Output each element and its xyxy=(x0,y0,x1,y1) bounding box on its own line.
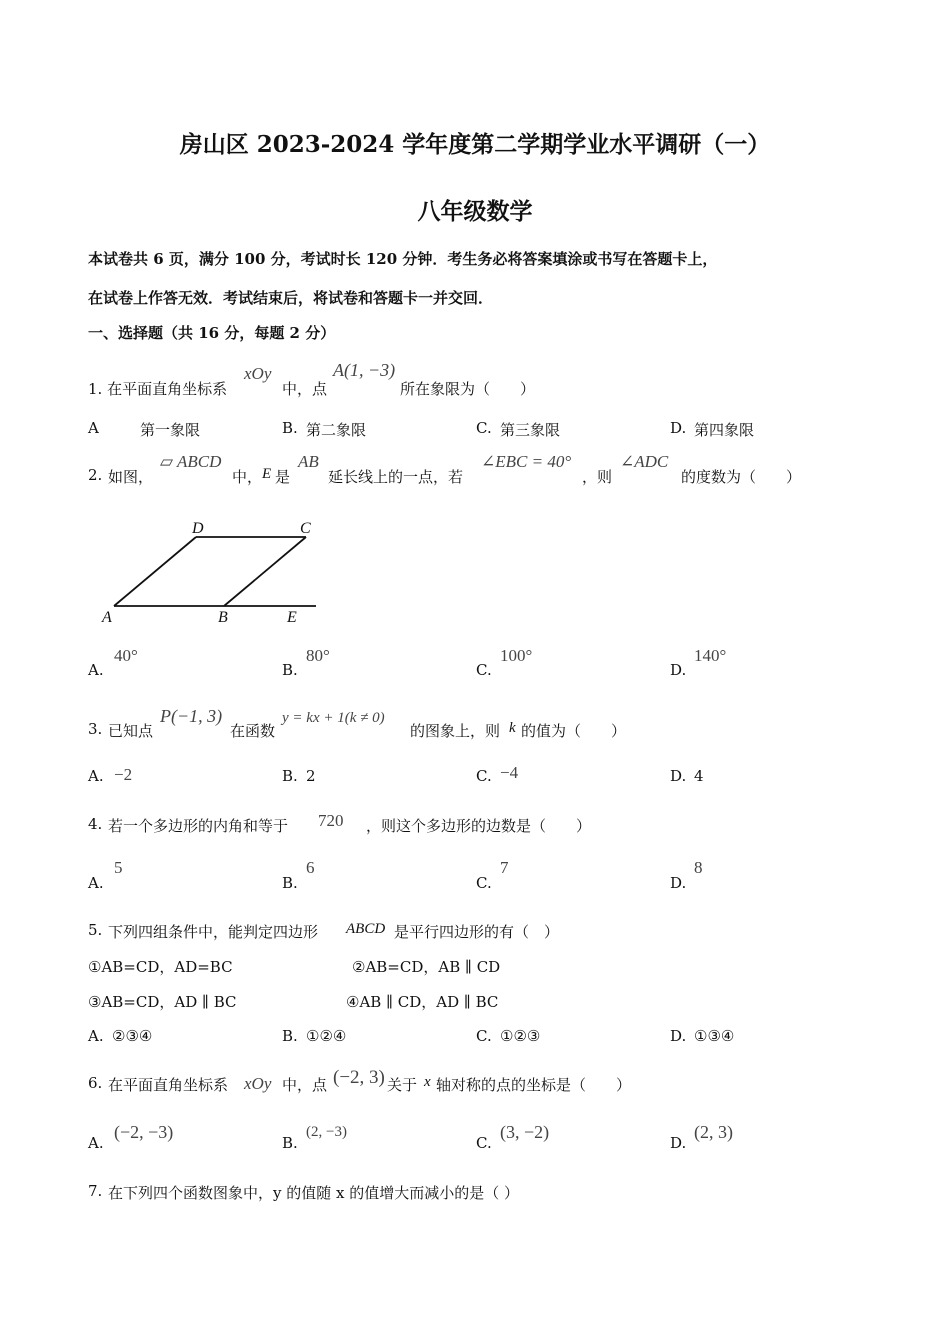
q2-target-angle: ∠ADC xyxy=(620,452,669,471)
q3-option-b: 2 xyxy=(306,767,316,785)
q2-point-e: E xyxy=(262,466,272,482)
q2-segment: AB xyxy=(298,452,319,471)
q2-number: 2. xyxy=(88,466,103,484)
q1-option-b: 第二象限 xyxy=(306,421,367,439)
figure-label-d: D xyxy=(192,520,204,537)
q5-text-post: 是平行四边形的有（ ） xyxy=(394,923,560,941)
q6-point: (−2, 3) xyxy=(333,1067,385,1088)
q3-number: 3. xyxy=(88,720,103,738)
q2-text-mid1: 中， xyxy=(232,468,263,486)
q5-shape: ABCD xyxy=(346,921,386,937)
q6-option-a: (−2, −3) xyxy=(114,1122,174,1142)
q5-option-c: ①②③ xyxy=(500,1027,541,1045)
figure-line-cb xyxy=(224,537,306,606)
q2-text-mid3: 延长线上的一点，若 xyxy=(328,468,464,486)
q2-option-d-label: D. xyxy=(670,661,687,679)
q5-text-pre: 下列四组条件中，能判定四边形 xyxy=(108,923,319,941)
q5-option-b: ①②④ xyxy=(306,1027,347,1045)
q6-coord-system: xOy xyxy=(244,1074,272,1093)
q5-option-a-label: A. xyxy=(88,1027,104,1045)
q3-option-a: −2 xyxy=(114,765,133,784)
q3-text-mid: 在函数 xyxy=(230,722,276,740)
q1-option-d: 第四象限 xyxy=(694,421,755,439)
q4-option-a: 5 xyxy=(114,858,123,877)
intro-line-1: 本试卷共 6 页，满分 100 分，考试时长 120 分钟．考生务必将答案填涂或书写在答题卡上， xyxy=(88,250,718,268)
q3-option-c-label: C. xyxy=(476,767,492,785)
q5-condition-2: ②AB=CD，AB ∥ CD xyxy=(352,958,501,976)
q5-number: 5. xyxy=(88,921,103,939)
q5-condition-3: ③AB=CD，AD ∥ BC xyxy=(88,993,237,1011)
q1-text-mid: 中，点 xyxy=(282,380,328,398)
q3-option-c: −4 xyxy=(500,763,519,782)
q1-coord-system: xOy xyxy=(244,364,272,383)
q2-text-pre: 如图， xyxy=(108,468,154,486)
q4-option-a-label: A. xyxy=(88,874,104,892)
q5-option-d-label: D. xyxy=(670,1027,687,1045)
q4-option-b-label: B. xyxy=(282,874,298,892)
q5-option-a: ②③④ xyxy=(112,1027,153,1045)
q6-text-mid2: 关于 xyxy=(387,1076,418,1094)
q5-option-d: ①③④ xyxy=(694,1027,735,1045)
q5-condition-1: ①AB=CD，AD=BC xyxy=(88,958,233,976)
q4-option-c-label: C. xyxy=(476,874,492,892)
q4-option-d: 8 xyxy=(694,858,703,877)
q1-option-c-label: C. xyxy=(476,419,492,437)
figure-line-ad xyxy=(114,537,196,606)
q3-variable-k: k xyxy=(509,720,516,736)
q3-point: P(−1, 3) xyxy=(160,706,223,726)
q1-option-b-label: B. xyxy=(282,419,298,437)
q2-text-mid4: ，则 xyxy=(582,468,613,486)
q2-option-a-label: A. xyxy=(88,661,104,679)
q1-text-pre: 在平面直角坐标系 xyxy=(107,380,228,398)
page-subtitle: 八年级数学 xyxy=(417,198,533,225)
q4-number: 4. xyxy=(88,815,103,833)
q5-option-c-label: C. xyxy=(476,1027,492,1045)
q1-option-a-label: A xyxy=(88,419,99,437)
q6-text-post: 轴对称的点的坐标是（ ） xyxy=(436,1076,632,1094)
q3-text-post: 的值为（ ） xyxy=(521,722,627,740)
q6-option-c: (3, −2) xyxy=(500,1122,550,1142)
q2-text-post: 的度数为（ ） xyxy=(681,468,802,486)
q6-option-a-label: A. xyxy=(88,1134,104,1152)
q2-option-b: 80° xyxy=(306,646,330,665)
section-heading: 一、选择题（共 16 分，每题 2 分） xyxy=(88,324,336,342)
q2-option-d: 140° xyxy=(694,646,727,665)
q3-option-d-label: D. xyxy=(670,767,687,785)
q6-option-c-label: C. xyxy=(476,1134,492,1152)
q4-option-c: 7 xyxy=(500,858,509,877)
q1-number: 1. xyxy=(88,380,103,398)
q4-text-pre: 若一个多边形的内角和等于 xyxy=(108,817,289,835)
q5-option-b-label: B. xyxy=(282,1027,298,1045)
q1-option-a: 第一象限 xyxy=(140,421,201,439)
q6-text-mid: 中，点 xyxy=(282,1076,328,1094)
q2-condition: ∠EBC = 40° xyxy=(481,452,572,471)
q6-text-pre: 在平面直角坐标系 xyxy=(108,1076,229,1094)
q7-text: 在下列四个函数图象中，y 的值随 x 的值增大而减小的是（ ） xyxy=(108,1184,520,1202)
q3-text-mid2: 的图象上，则 xyxy=(410,722,501,740)
q3-option-a-label: A. xyxy=(88,767,104,785)
q3-text-pre: 已知点 xyxy=(108,722,154,740)
q2-option-c-label: C. xyxy=(476,661,492,679)
q6-option-d: (2, 3) xyxy=(694,1122,733,1142)
q1-text-post: 所在象限为（ ） xyxy=(400,380,536,398)
q6-option-b: (2, −3) xyxy=(306,1124,347,1140)
figure-label-b: B xyxy=(218,609,228,626)
q6-option-b-label: B. xyxy=(282,1134,298,1152)
figure-label-a: A xyxy=(102,609,112,626)
figure-label-c: C xyxy=(300,520,311,537)
q3-function: y = kx + 1(k ≠ 0) xyxy=(282,710,385,726)
q2-option-c: 100° xyxy=(500,646,533,665)
q6-axis-x: x xyxy=(424,1074,431,1090)
q2-text-mid2: 是 xyxy=(275,468,291,486)
q2-option-b-label: B. xyxy=(282,661,298,679)
q4-value: 720 xyxy=(318,811,344,830)
figure-label-e: E xyxy=(287,609,297,626)
q3-option-d: 4 xyxy=(694,767,704,785)
q2-parallelogram: ▱ ABCD xyxy=(160,452,222,471)
q4-text-post: ，则这个多边形的边数是（ ） xyxy=(366,817,592,835)
q6-number: 6. xyxy=(88,1074,103,1092)
q4-option-d-label: D. xyxy=(670,874,687,892)
intro-line-2: 在试卷上作答无效．考试结束后，将试卷和答题卡一并交回． xyxy=(88,289,494,307)
question-1 xyxy=(88,378,227,399)
q1-option-c: 第三象限 xyxy=(500,421,561,439)
q4-option-b: 6 xyxy=(306,858,315,877)
q3-option-b-label: B. xyxy=(282,767,298,785)
q2-parallelogram-figure xyxy=(96,515,326,630)
q7-number: 7. xyxy=(88,1182,103,1200)
q1-option-d-label: D. xyxy=(670,419,687,437)
q2-option-a: 40° xyxy=(114,646,138,665)
page-title: 房山区 2023-2024 学年度第二学期学业水平调研（一） xyxy=(179,131,771,158)
q6-option-d-label: D. xyxy=(670,1134,687,1152)
q1-point: A(1, −3) xyxy=(333,360,396,380)
q5-condition-4: ④AB ∥ CD，AD ∥ BC xyxy=(346,993,499,1011)
